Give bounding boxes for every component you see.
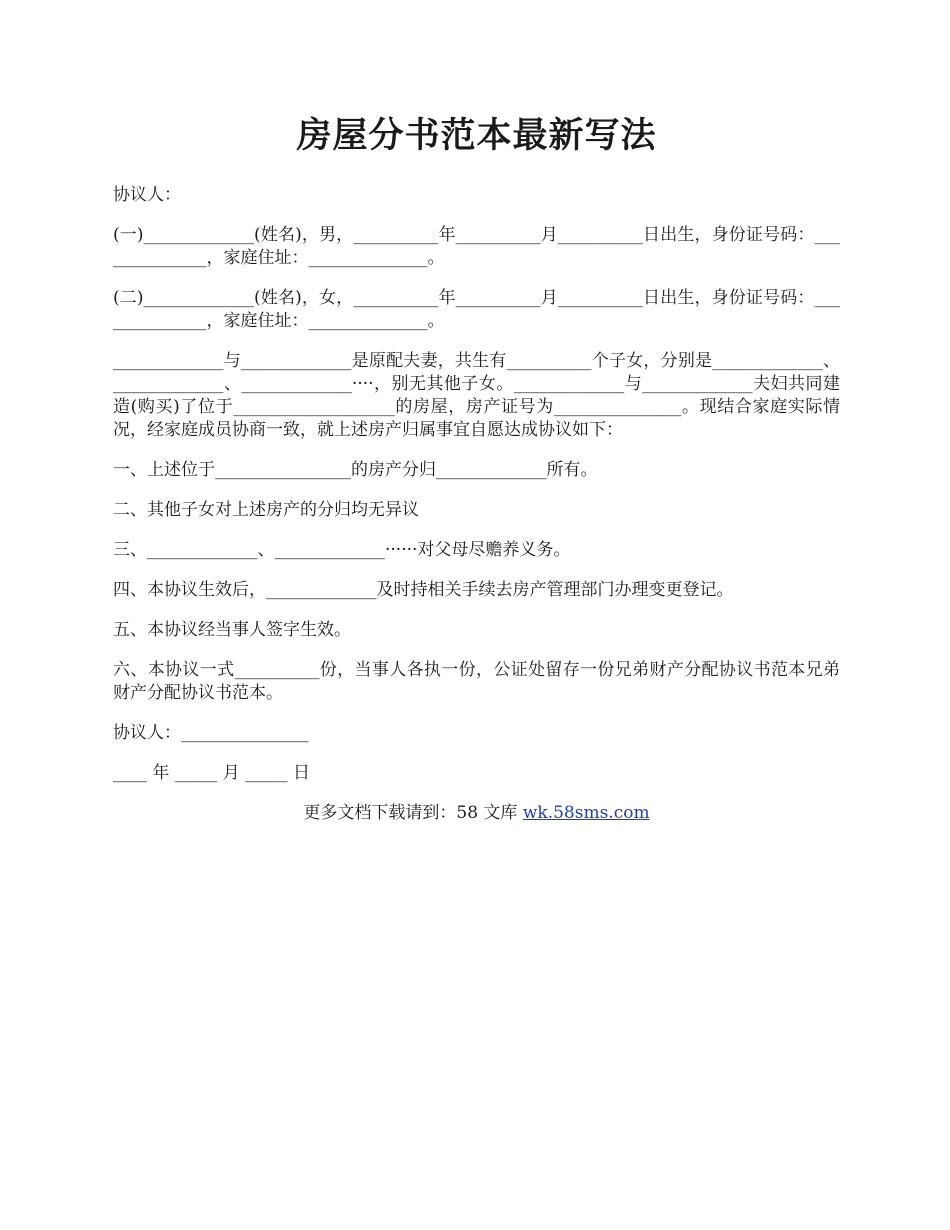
paragraph-background: _____________与_____________是原配夫妻，共生有__________个子女，分别是_____________、_____________、_____________····，别无其他子女。_____________与_____________夫妇共同建造(购买)了位于___________________的房屋，房产证号为_______________。现结合家庭实际情况，经家庭成员协商一致，就上述房产归属事宜自愿达成协议如下： [113, 351, 840, 440]
footer [113, 802, 840, 825]
document-title: 房屋分书范本最新写法 [296, 115, 657, 156]
clause-one: 一、上述位于________________的房产分归_____________所有。 [113, 460, 598, 480]
date-line: ____ 年 _____ 月 _____ 日 [113, 763, 311, 783]
clause-six: 六、本协议一式__________份，当事人各执一份，公证处留存一份兄弟财产分配协议书范本兄弟财产分配协议书范本。 [113, 660, 840, 703]
clause-five: 五、本协议经当事人签字生效。 [113, 620, 351, 640]
signature-line: 协议人：_______________ [113, 723, 309, 743]
footer-link[interactable]: wk.58sms.com [522, 803, 650, 823]
clause-four: 四、本协议生效后，_____________及时持相关手续去房产管理部门办理变更登记。 [113, 580, 734, 600]
paragraph-parties-label: 协议人： [113, 185, 181, 205]
clause-two: 二、其他子女对上述房产的分归均无异议 [113, 500, 419, 520]
footer-text: 更多文档下载请到：58 文库 [303, 803, 523, 823]
paragraph-party-two: (二)_____________(姓名)，女，__________年__________月__________日出生，身份证号码：______________，家庭住址：______________。 [113, 288, 840, 331]
clause-three: 三、_____________、_____________······对父母尽赡养义务。 [113, 540, 571, 560]
paragraph-party-one: (一)_____________(姓名)，男，__________年__________月__________日出生，身份证号码：______________，家庭住址：______________。 [113, 225, 840, 268]
